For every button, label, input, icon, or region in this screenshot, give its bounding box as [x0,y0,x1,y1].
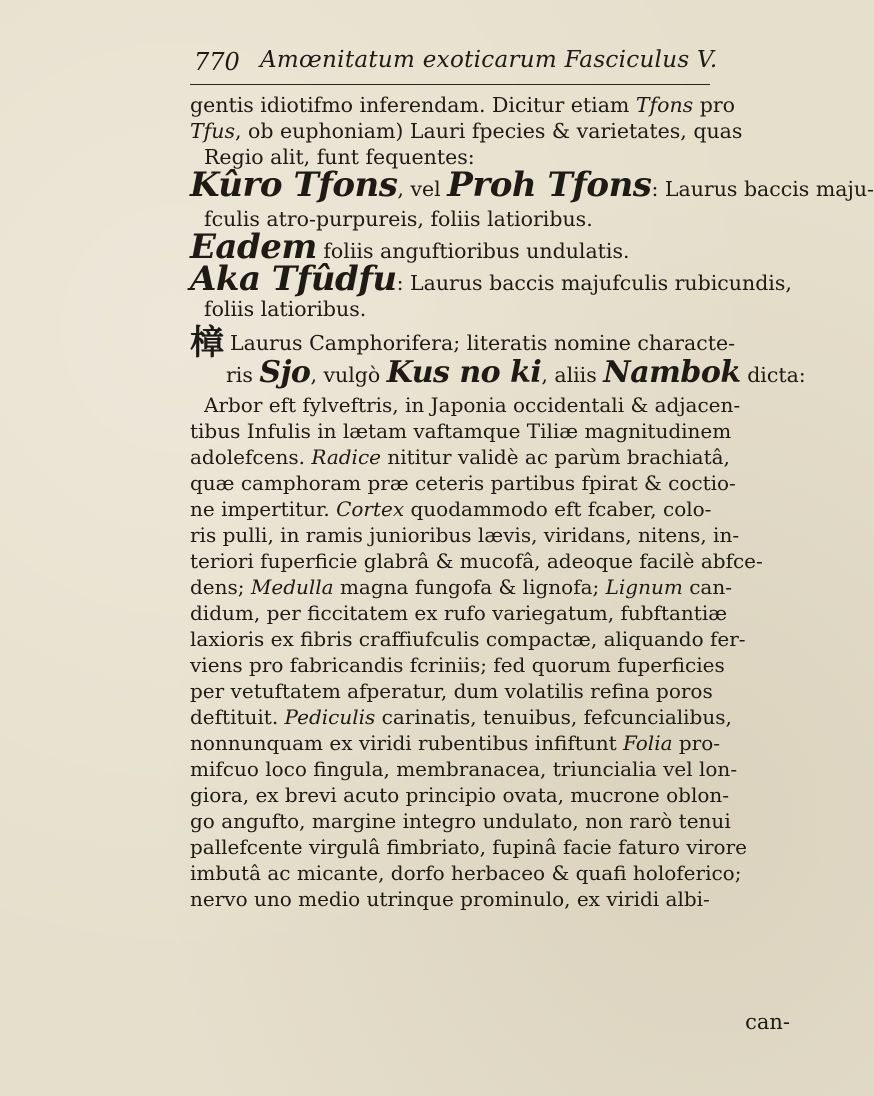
line-text: fculis atro-purpureis, foliis latioribus. [204,207,593,231]
text-line [190,165,874,205]
text-line [190,259,792,299]
text-line [204,392,740,418]
text-line [190,756,737,782]
line-text: , vel [397,177,448,201]
line-text: giora, ex brevi acuto principio ovata, mucrone oblon- [190,783,730,807]
line-text: ne impertitur. [190,497,337,521]
line-text: pro [693,93,735,117]
line-text: viens pro fabricandis fcriniis; fed quorum fuperficies [190,653,725,677]
text-line [190,860,741,886]
text-line [190,548,763,574]
line-text: foliis latioribus. [204,297,367,321]
page-number: 770 [194,48,240,76]
emphasis-text: Lignum [605,575,683,599]
text-line [190,834,747,860]
line-text: go angufto, margine integro undulato, non rarò tenui [190,809,731,833]
line-text: quæ camphoram præ ceteris partibus fpirat & coctio- [190,471,736,495]
text-line [190,600,727,626]
line-text: imbutâ ac micante, dorfo herbaceo & quafi holoferico; [190,861,742,885]
line-text: dens; [190,575,251,599]
line-text: can- [682,575,732,599]
line-text: dicta: [740,363,806,387]
text-line [190,522,739,548]
line-text: tibus Infulis in lætam vaftamque Tiliæ magnitudinem [190,419,732,443]
emphasis-text: Medulla [250,575,334,599]
line-text: per vetuftatem afperatur, dum volatilis refina poros [190,679,713,703]
text-line [190,444,730,470]
line-text: Regio alit, funt fequentes: [204,145,475,169]
line-text: laxioris ex fibris craffiufculis compactæ, aliquando fer- [190,627,746,651]
line-text: gentis idiotifmo inferendam. Dicitur etiam [190,93,636,117]
line-text: pro- [672,731,721,755]
text-line [190,323,736,363]
text-line [190,418,731,444]
text-line [190,704,732,730]
text-line [226,355,806,390]
emphasis-text: Tfons [635,93,694,117]
line-text: mifcuo loco fingula, membranacea, triuncialia vel lon- [190,757,738,781]
emphasis-text: Tfus [190,119,235,143]
text-line [190,574,732,600]
line-text: Laurus Camphorifera; literatis nomine characte- [230,331,736,355]
line-text: ris [226,363,260,387]
emphasis-text: Pediculis [284,705,376,729]
kanji-character: 樟 [190,323,224,363]
line-text: magna fungofa & lignofa; [333,575,606,599]
text-line [190,808,731,834]
line-text: quodammodo eft fcaber, colo- [404,497,712,521]
emphasis-text: Nambok [603,355,741,390]
text-line [204,296,366,322]
text-line [190,652,725,678]
catchword: can- [745,1010,790,1034]
text-line [190,626,746,652]
text-line [190,470,736,496]
emphasis-text: Kus no ki [386,355,542,390]
line-text: nervo uno medio utrinque prominulo, ex viridi albi- [190,887,710,911]
running-header [190,44,718,85]
line-text: teriori fuperficie glabrâ & mucofâ, adeoque facilè abfce- [190,549,763,573]
text-line [190,678,713,704]
line-text: : Laurus baccis maju- [651,177,874,201]
line-text: : Laurus baccis majufculis rubicundis, [396,271,792,295]
line-text: , ob euphoniam) Lauri fpecies & varietates, quas [234,119,743,143]
line-text: ris pulli, in ramis junioribus lævis, viridans, nitens, in- [190,523,740,547]
emphasis-text: Eadem [190,227,317,267]
line-text: , vulgò [310,363,387,387]
emphasis-text: Proh Tfons [447,165,652,205]
running-title: Amœnitatum exoticarum Fasciculus V. [260,47,718,73]
text-line [190,782,729,808]
line-text: , aliis [541,363,604,387]
emphasis-text: Cortex [336,497,405,521]
line-text: Arbor eft fylveftris, in Japonia occidentali & adjacen- [204,393,741,417]
text-line [190,730,720,756]
line-text: deftituit. [190,705,285,729]
line-text: foliis anguftioribus undulatis. [316,239,630,263]
line-text: nonnunquam ex viridi rubentibus infiftunt [190,731,623,755]
emphasis-text: Folia [622,731,673,755]
emphasis-text: Sjo [259,355,311,390]
line-text: adolefcens. [190,445,312,469]
line-text: pallefcente virgulâ fimbriato, fupinâ facie faturo virore [190,835,747,859]
text-line [190,118,742,144]
line-text: nititur validè ac parùm brachiatâ, [381,445,730,469]
text-line [190,886,710,912]
text-line [190,92,735,118]
line-text: didum, per ficcitatem ex rufo variegatum, fubftantiæ [190,601,728,625]
text-line [190,496,711,522]
emphasis-text: Kûro Tfons [190,165,398,205]
emphasis-text: Aka Tfûdfu [190,259,397,299]
line-text: carinatis, tenuibus, fefcuncialibus, [375,705,732,729]
emphasis-text: Radice [311,445,381,469]
